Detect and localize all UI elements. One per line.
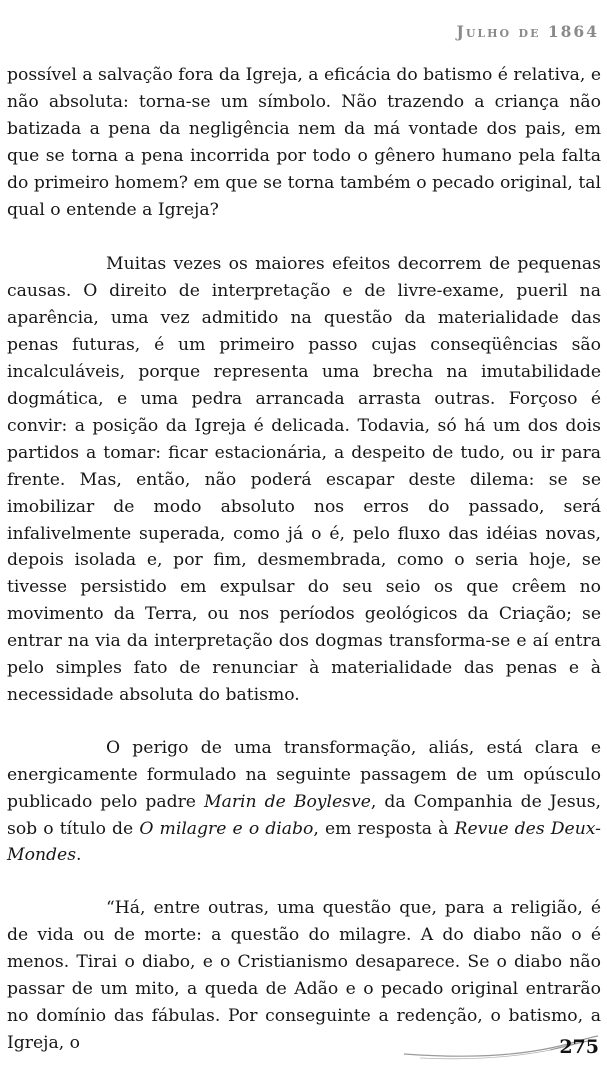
page-footer <box>400 1028 605 1068</box>
paragraph-3-text-a: O perigo de uma transformação, aliás, está clara e energicamente formulado na seguinte passagem de um opúsculo publicado pelo padre <box>7 737 601 812</box>
author-name: Marin de Boylesve <box>204 791 371 812</box>
paragraph-2: Muitas vezes os maiores efeitos decorrem de pequenas causas. O direito de interpretação e de livre-exame, pueril na aparência, uma vez admitido na questão da materialidade das penas futuras, é um primeiro passo cujas conseqüências são incalculáveis, porque representa uma brecha na imutabilidade dogmática, e uma pedra arrancada arrasta outras. Forçoso é convir: a posição da Igreja é delicada. Todavia, só há um dos dois partidos a tomar: ficar estacionária, a despeito de tudo, ou ir para frente. Mas, então, não poderá escapar deste dilema: se se imobilizar de modo absoluto nos erros do passado, será infalivelmente superada, como já o é, pelo fluxo das idéias novas, depois isolada e, por fim, desmembrada, como o seria hoje, se tivesse persistido em expulsar do seu seio os que crêem no movimento da Terra, ou nos períodos geológicos da Criação; se entrar na via da interpretação dos dogmas transforma-se e aí entra pelo simples fato de renunciar à materialidade das penas e à necessidade absoluta do batismo. <box>7 254 601 705</box>
work-title: O milagre e o diabo <box>139 818 314 839</box>
paragraph-3-text-d: . <box>76 845 82 866</box>
page-body <box>7 62 601 1083</box>
paragraph-3-text-b: , da Companhia de Jesus, sob o título de <box>7 791 601 839</box>
paragraph-4: “Há, entre outras, uma questão que, para a religião, é de vida ou de morte: a questão do milagre. A do diabo não o é menos. Tirai o diabo, e o Cristianismo desaparece. Se o diabo não passar de um mito, a queda de Adão e o pecado original entrarão no domínio das fábulas. Por conseguinte a redenção, o batismo, a Igreja, o <box>7 898 601 1053</box>
running-header: Julho de 1864 <box>456 22 599 41</box>
paragraph-3-text-c: , em resposta à <box>313 818 455 839</box>
page-number: 275 <box>559 1036 599 1058</box>
paragraph-1: possível a salvação fora da Igreja, a eficácia do batismo é relativa, e não absoluta: torna-se um símbolo. Não trazendo a criança não batizada a pena da negligência nem da má vontade dos pais, em que se torna a pena incorrida por todo o gênero humano pela falta do primeiro homem? em que se torna também o pecado original, tal qual o entende a Igreja? <box>7 65 601 220</box>
journal-title: Revue des Deux-Mondes <box>7 818 601 866</box>
paragraph-3 <box>7 735 601 870</box>
